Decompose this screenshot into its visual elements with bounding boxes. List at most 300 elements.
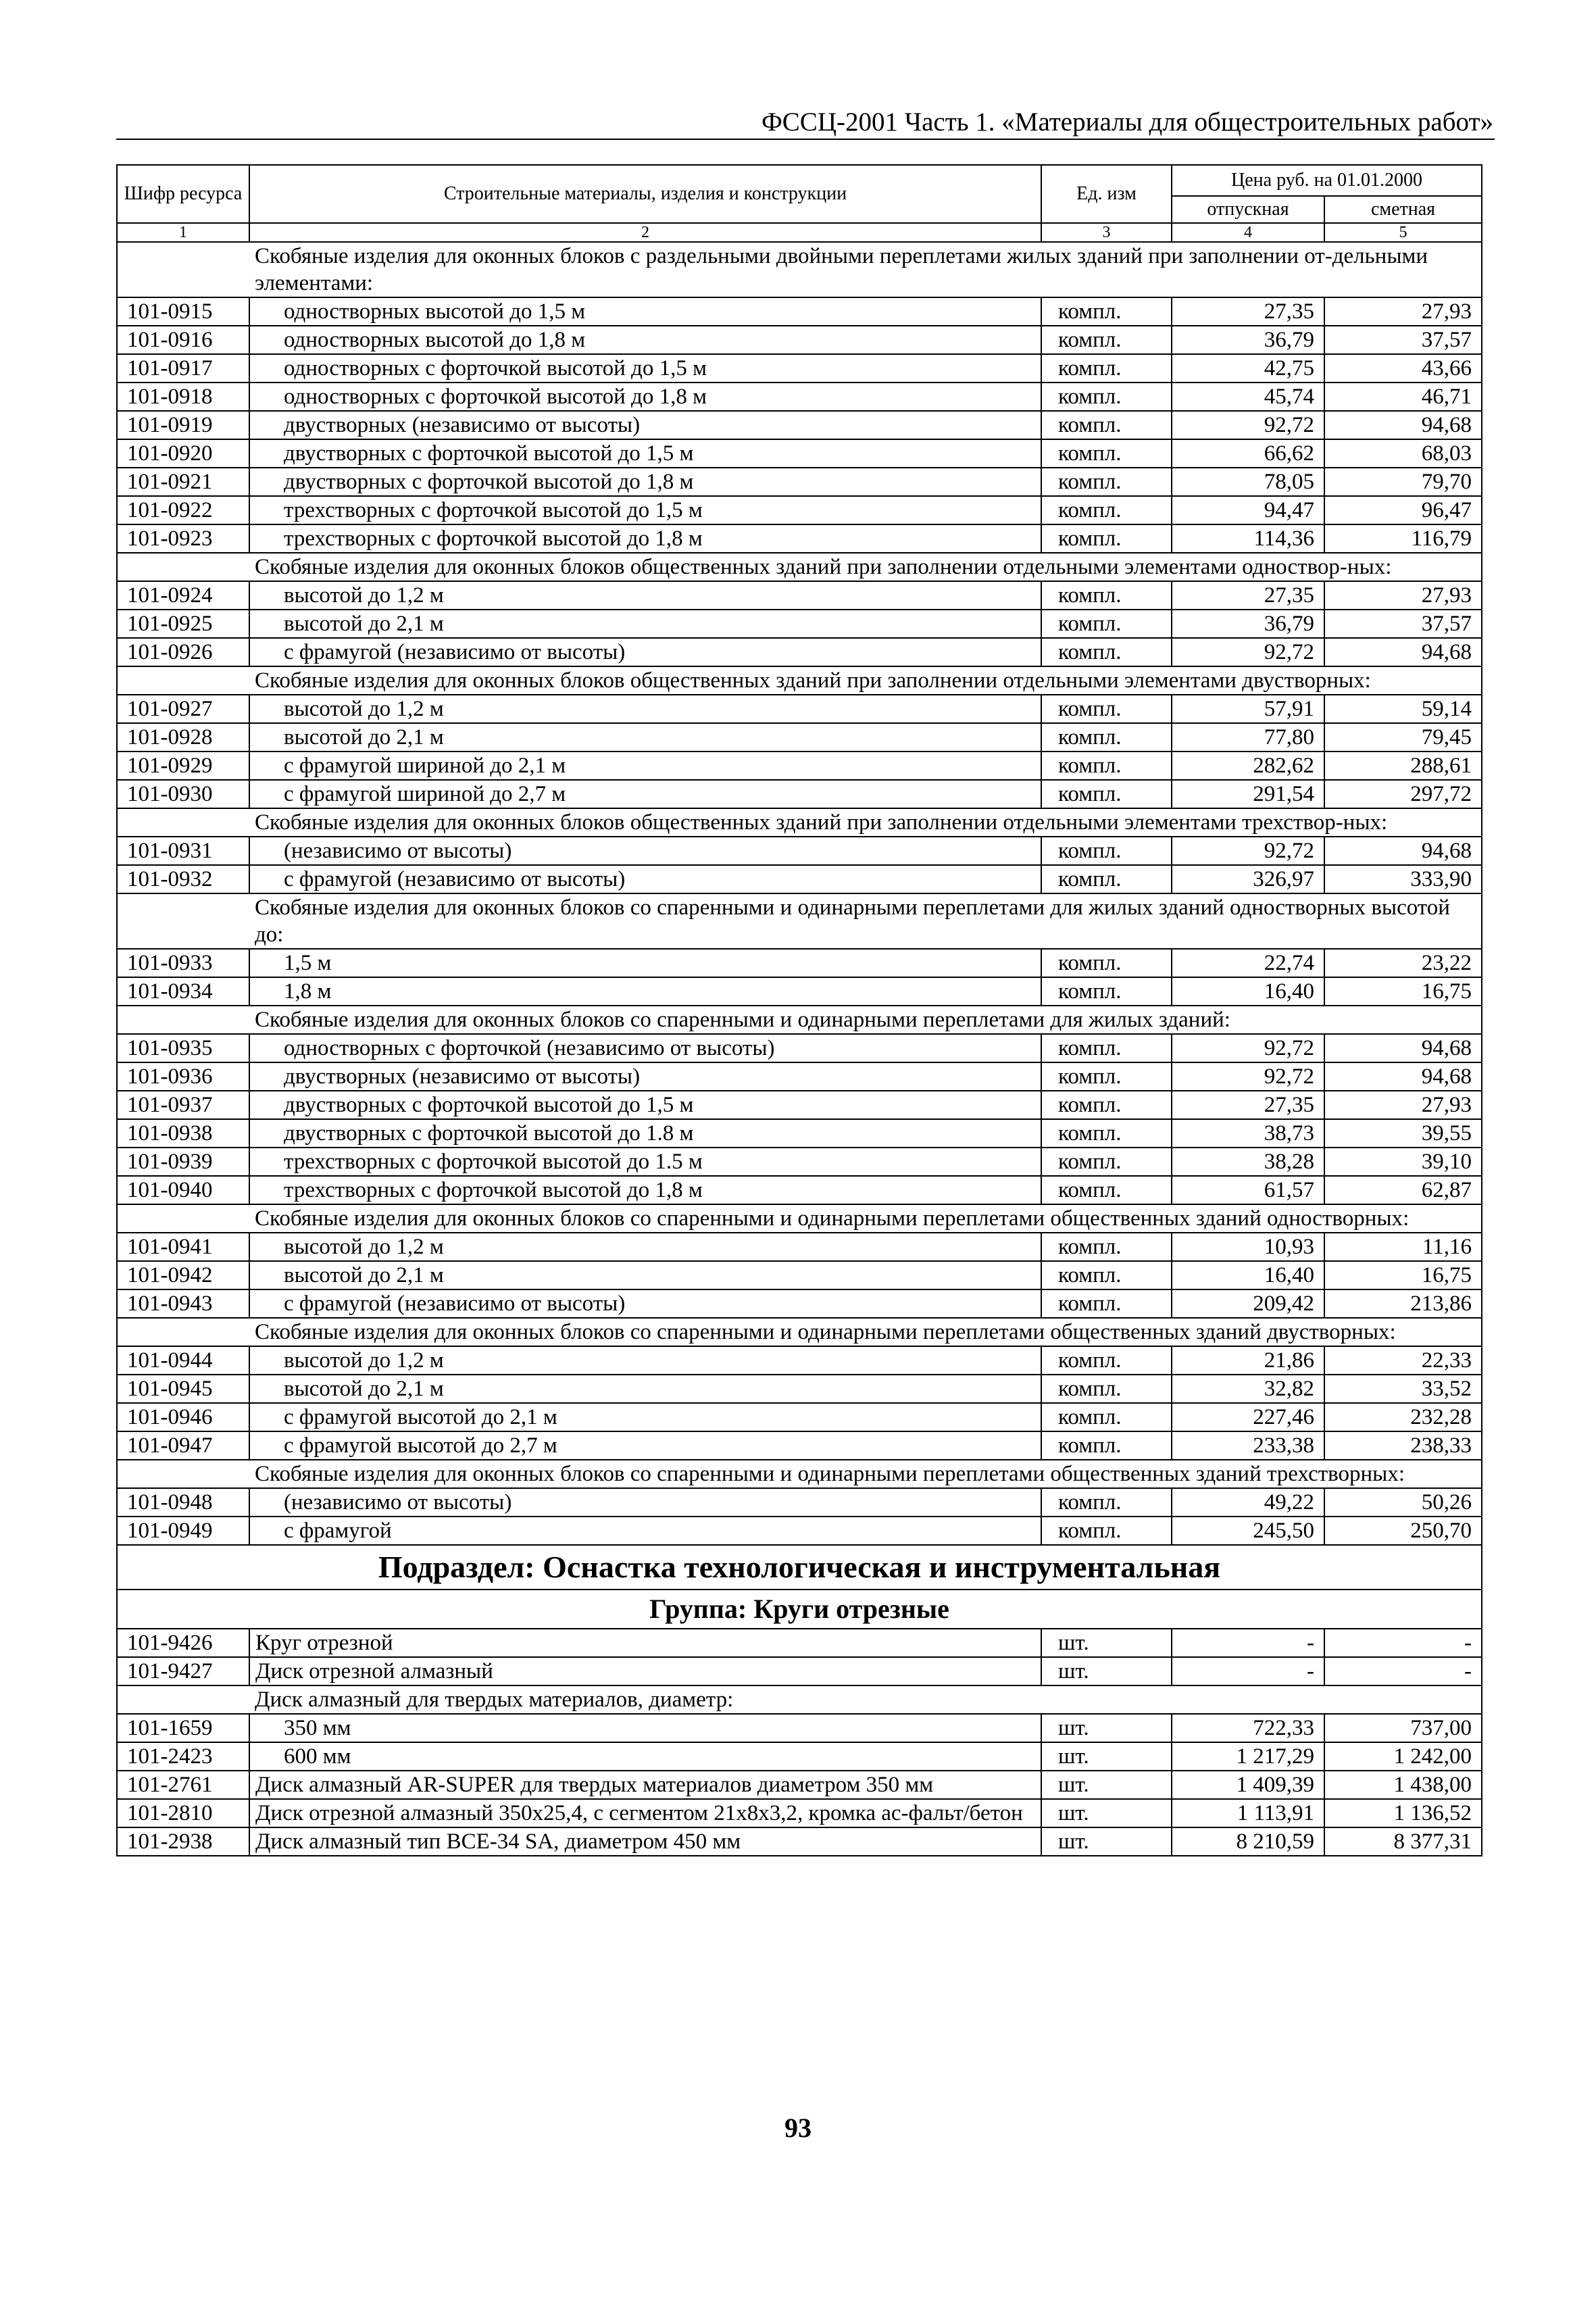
estimate-price: 50,26 xyxy=(1324,1488,1482,1517)
unit: компл. xyxy=(1041,752,1172,780)
unit: компл. xyxy=(1041,524,1172,553)
table-row xyxy=(117,638,1482,666)
table-row xyxy=(117,949,1482,977)
release-price: 27,35 xyxy=(1172,297,1324,326)
table-row xyxy=(117,1148,1482,1176)
item-name: высотой до 2,1 м xyxy=(249,723,1041,752)
section-title: Скобяные изделия для оконных блоков общественных зданий при заполнении отдельными элементами одноствор-ных: xyxy=(249,553,1482,581)
subsection-title: Подраздел: Оснастка технологическая и инструментальная xyxy=(117,1545,1482,1590)
release-price: 92,72 xyxy=(1172,837,1324,865)
estimate-price: 27,93 xyxy=(1324,1091,1482,1119)
col-number: 1 xyxy=(117,223,249,242)
release-price: 1 409,39 xyxy=(1172,1771,1324,1799)
item-name: с фрамугой шириной до 2,7 м xyxy=(249,780,1041,808)
estimate-price: 288,61 xyxy=(1324,752,1482,780)
unit: компл. xyxy=(1041,1289,1172,1318)
table-row xyxy=(117,581,1482,610)
table-row xyxy=(117,1062,1482,1091)
section-heading-row xyxy=(117,1204,1482,1233)
table-row xyxy=(117,1289,1482,1318)
estimate-price: 297,72 xyxy=(1324,780,1482,808)
estimate-price: 94,68 xyxy=(1324,1062,1482,1091)
resource-code: 101-0933 xyxy=(117,949,249,977)
table-row xyxy=(117,1233,1482,1261)
section-title: Скобяные изделия для оконных блоков со спаренными и одинарными переплетами общественных зданий трехстворных: xyxy=(249,1460,1482,1488)
item-name: Диск отрезной алмазный xyxy=(249,1657,1041,1685)
table-row xyxy=(117,1034,1482,1062)
table-row xyxy=(117,1771,1482,1799)
release-price: 36,79 xyxy=(1172,610,1324,638)
section-heading-row xyxy=(117,893,1482,949)
resource-code: 101-0924 xyxy=(117,581,249,610)
resource-code: 101-0941 xyxy=(117,1233,249,1261)
table-row xyxy=(117,723,1482,752)
table-row xyxy=(117,524,1482,553)
release-price: 38,73 xyxy=(1172,1119,1324,1148)
release-price: 16,40 xyxy=(1172,977,1324,1006)
release-price: 42,75 xyxy=(1172,354,1324,383)
item-name: 600 мм xyxy=(249,1742,1041,1771)
table-row xyxy=(117,411,1482,439)
resource-code: 101-0919 xyxy=(117,411,249,439)
section-title: Скобяные изделия для оконных блоков со спаренными и одинарными переплетами для жилых зданий одностворных высотой до: xyxy=(249,893,1482,949)
item-name: двустворных с форточкой высотой до 1,5 м xyxy=(249,1091,1041,1119)
unit: компл. xyxy=(1041,695,1172,723)
item-name: (независимо от высоты) xyxy=(249,1488,1041,1517)
release-price: 209,42 xyxy=(1172,1289,1324,1318)
unit: компл. xyxy=(1041,1431,1172,1460)
estimate-price: 94,68 xyxy=(1324,837,1482,865)
item-name: высотой до 1,2 м xyxy=(249,1233,1041,1261)
estimate-price: 1 136,52 xyxy=(1324,1799,1482,1827)
item-name: с фрамугой высотой до 2,1 м xyxy=(249,1403,1041,1431)
resource-code: 101-0936 xyxy=(117,1062,249,1091)
release-price: 22,74 xyxy=(1172,949,1324,977)
item-name: одностворных высотой до 1,5 м xyxy=(249,297,1041,326)
section-title: Скобяные изделия для оконных блоков с раздельными двойными переплетами жилых зданий при заполнении от-дельными элементами: xyxy=(249,242,1482,297)
estimate-price: 39,55 xyxy=(1324,1119,1482,1148)
resource-code: 101-0916 xyxy=(117,326,249,354)
estimate-price: 8 377,31 xyxy=(1324,1827,1482,1856)
unit: шт. xyxy=(1041,1742,1172,1771)
release-price: - xyxy=(1172,1657,1324,1685)
group-title: Группа: Круги отрезные xyxy=(117,1590,1482,1629)
item-name: (независимо от высоты) xyxy=(249,837,1041,865)
estimate-price: 23,22 xyxy=(1324,949,1482,977)
running-header: ФССЦ-2001 Часть 1. «Материалы для общестроительных работ» xyxy=(761,107,1493,137)
col-unit-header: Ед. изм xyxy=(1041,165,1172,223)
estimate-price: - xyxy=(1324,1629,1482,1657)
unit: компл. xyxy=(1041,977,1172,1006)
release-price: 245,50 xyxy=(1172,1517,1324,1545)
release-price: 77,80 xyxy=(1172,723,1324,752)
resource-code: 101-2423 xyxy=(117,1742,249,1771)
release-price: 326,97 xyxy=(1172,865,1324,893)
estimate-price: 59,14 xyxy=(1324,695,1482,723)
estimate-price: 333,90 xyxy=(1324,865,1482,893)
estimate-price: 232,28 xyxy=(1324,1403,1482,1431)
section-heading-row xyxy=(117,1460,1482,1488)
item-name: 1,5 м xyxy=(249,949,1041,977)
item-name: Диск алмазный AR-SUPER для твердых материалов диаметром 350 мм xyxy=(249,1771,1041,1799)
item-name: 1,8 м xyxy=(249,977,1041,1006)
col-price-header: Цена руб. на 01.01.2000 xyxy=(1172,165,1482,196)
release-price: 722,33 xyxy=(1172,1714,1324,1742)
release-price: - xyxy=(1172,1629,1324,1657)
unit: компл. xyxy=(1041,326,1172,354)
release-price: 282,62 xyxy=(1172,752,1324,780)
item-name: высотой до 1,2 м xyxy=(249,1346,1041,1375)
resource-code: 101-2761 xyxy=(117,1771,249,1799)
table-row xyxy=(117,1714,1482,1742)
table-row xyxy=(117,439,1482,468)
code-cell-empty xyxy=(117,666,249,695)
resource-code: 101-0929 xyxy=(117,752,249,780)
resource-code: 101-0925 xyxy=(117,610,249,638)
item-name: высотой до 1,2 м xyxy=(249,581,1041,610)
release-price: 78,05 xyxy=(1172,468,1324,496)
estimate-price: 33,52 xyxy=(1324,1375,1482,1403)
release-price: 92,72 xyxy=(1172,1062,1324,1091)
resource-code: 101-0915 xyxy=(117,297,249,326)
item-name: с фрамугой шириной до 2,1 м xyxy=(249,752,1041,780)
unit: компл. xyxy=(1041,1488,1172,1517)
item-name: с фрамугой (независимо от высоты) xyxy=(249,638,1041,666)
item-name: трехстворных с форточкой высотой до 1,8 м xyxy=(249,1176,1041,1204)
col-number: 3 xyxy=(1041,223,1172,242)
release-price: 92,72 xyxy=(1172,411,1324,439)
resource-code: 101-0927 xyxy=(117,695,249,723)
item-name: трехстворных с форточкой высотой до 1.5 м xyxy=(249,1148,1041,1176)
section-title: Скобяные изделия для оконных блоков со спаренными и одинарными переплетами для жилых зданий: xyxy=(249,1006,1482,1034)
item-name: с фрамугой xyxy=(249,1517,1041,1545)
code-cell-empty xyxy=(117,1006,249,1034)
unit: шт. xyxy=(1041,1629,1172,1657)
table-row xyxy=(117,1431,1482,1460)
item-name: двустворных с форточкой высотой до 1,8 м xyxy=(249,468,1041,496)
resource-code: 101-0931 xyxy=(117,837,249,865)
estimate-price: 1 242,00 xyxy=(1324,1742,1482,1771)
resource-code: 101-0920 xyxy=(117,439,249,468)
resource-code: 101-0938 xyxy=(117,1119,249,1148)
resource-code: 101-0922 xyxy=(117,496,249,524)
unit: компл. xyxy=(1041,837,1172,865)
resource-code: 101-0935 xyxy=(117,1034,249,1062)
resource-code: 101-0918 xyxy=(117,383,249,411)
estimate-price: 94,68 xyxy=(1324,638,1482,666)
table-row xyxy=(117,383,1482,411)
item-name: одностворных с форточкой (независимо от высоты) xyxy=(249,1034,1041,1062)
release-price: 27,35 xyxy=(1172,581,1324,610)
unit: компл. xyxy=(1041,354,1172,383)
resource-code: 101-0947 xyxy=(117,1431,249,1460)
estimate-price: 43,66 xyxy=(1324,354,1482,383)
section-title: Скобяные изделия для оконных блоков со спаренными и одинарными переплетами общественных зданий одностворных: xyxy=(249,1204,1482,1233)
resource-code: 101-9426 xyxy=(117,1629,249,1657)
section-heading-row xyxy=(117,808,1482,837)
header-rule xyxy=(116,139,1495,140)
estimate-price: 94,68 xyxy=(1324,411,1482,439)
unit: шт. xyxy=(1041,1827,1172,1856)
code-cell-empty xyxy=(117,1204,249,1233)
resource-code: 101-2810 xyxy=(117,1799,249,1827)
price-table xyxy=(116,164,1482,1856)
unit: компл. xyxy=(1041,638,1172,666)
release-price: 1 113,91 xyxy=(1172,1799,1324,1827)
section-heading-row xyxy=(117,666,1482,695)
unit: компл. xyxy=(1041,383,1172,411)
release-price: 233,38 xyxy=(1172,1431,1324,1460)
release-price: 114,36 xyxy=(1172,524,1324,553)
release-price: 27,35 xyxy=(1172,1091,1324,1119)
resource-code: 101-2938 xyxy=(117,1827,249,1856)
unit: компл. xyxy=(1041,1261,1172,1289)
resource-code: 101-0945 xyxy=(117,1375,249,1403)
section-heading-row xyxy=(117,1006,1482,1034)
release-price: 92,72 xyxy=(1172,1034,1324,1062)
code-cell-empty xyxy=(117,553,249,581)
unit: компл. xyxy=(1041,439,1172,468)
table-row xyxy=(117,752,1482,780)
table-row xyxy=(117,1799,1482,1827)
estimate-price: 213,86 xyxy=(1324,1289,1482,1318)
release-price: 36,79 xyxy=(1172,326,1324,354)
resource-code: 101-0940 xyxy=(117,1176,249,1204)
code-cell-empty xyxy=(117,1460,249,1488)
resource-code: 101-0928 xyxy=(117,723,249,752)
unit: шт. xyxy=(1041,1799,1172,1827)
estimate-price: 39,10 xyxy=(1324,1148,1482,1176)
section-heading-row xyxy=(117,1318,1482,1346)
subsection-row xyxy=(117,1545,1482,1590)
resource-code: 101-0934 xyxy=(117,977,249,1006)
release-price: 66,62 xyxy=(1172,439,1324,468)
col-name-header: Строительные материалы, изделия и конструкции xyxy=(249,165,1041,223)
item-name: Диск отрезной алмазный 350x25,4, с сегментом 21x8x3,2, кромка ас-фальт/бетон xyxy=(249,1799,1041,1827)
table-row xyxy=(117,1375,1482,1403)
release-price: 57,91 xyxy=(1172,695,1324,723)
code-cell-empty xyxy=(117,242,249,297)
estimate-price: 96,47 xyxy=(1324,496,1482,524)
table-row xyxy=(117,1261,1482,1289)
code-cell-empty xyxy=(117,1318,249,1346)
code-cell-empty xyxy=(117,808,249,837)
item-name: высотой до 1,2 м xyxy=(249,695,1041,723)
table-row xyxy=(117,780,1482,808)
release-price: 291,54 xyxy=(1172,780,1324,808)
item-name: одностворных высотой до 1,8 м xyxy=(249,326,1041,354)
table-body xyxy=(117,242,1482,1856)
table-row xyxy=(117,1742,1482,1771)
item-name: трехстворных с форточкой высотой до 1,5 м xyxy=(249,496,1041,524)
table-row xyxy=(117,695,1482,723)
page-number: 93 xyxy=(784,2113,812,2143)
item-name: высотой до 2,1 м xyxy=(249,1375,1041,1403)
unit: компл. xyxy=(1041,496,1172,524)
item-name: с фрамугой (независимо от высоты) xyxy=(249,865,1041,893)
col-number: 5 xyxy=(1324,223,1482,242)
release-price: 32,82 xyxy=(1172,1375,1324,1403)
code-cell-empty xyxy=(117,1685,249,1714)
resource-code: 101-1659 xyxy=(117,1714,249,1742)
table-row xyxy=(117,837,1482,865)
unit: компл. xyxy=(1041,1034,1172,1062)
table-row xyxy=(117,1346,1482,1375)
estimate-price: 238,33 xyxy=(1324,1431,1482,1460)
resource-code: 101-0930 xyxy=(117,780,249,808)
estimate-price: 94,68 xyxy=(1324,1034,1482,1062)
unit: компл. xyxy=(1041,1346,1172,1375)
estimate-price: 27,93 xyxy=(1324,581,1482,610)
unit: компл. xyxy=(1041,1091,1172,1119)
section-heading-row xyxy=(117,553,1482,581)
table-row xyxy=(117,1827,1482,1856)
resource-code: 101-0948 xyxy=(117,1488,249,1517)
item-name: двустворных (независимо от высоты) xyxy=(249,1062,1041,1091)
release-price: 45,74 xyxy=(1172,383,1324,411)
table-row xyxy=(117,1091,1482,1119)
estimate-price: 62,87 xyxy=(1324,1176,1482,1204)
release-price: 21,86 xyxy=(1172,1346,1324,1375)
resource-code: 101-0932 xyxy=(117,865,249,893)
release-price: 16,40 xyxy=(1172,1261,1324,1289)
item-name: одностворных с форточкой высотой до 1,5 м xyxy=(249,354,1041,383)
table-row xyxy=(117,297,1482,326)
release-price: 10,93 xyxy=(1172,1233,1324,1261)
table-row xyxy=(117,1488,1482,1517)
disk-heading-row xyxy=(117,1685,1482,1714)
section-title: Скобяные изделия для оконных блоков общественных зданий при заполнении отдельными элементами трехствор-ных: xyxy=(249,808,1482,837)
estimate-price: 79,70 xyxy=(1324,468,1482,496)
estimate-price: 46,71 xyxy=(1324,383,1482,411)
estimate-price: 27,93 xyxy=(1324,297,1482,326)
unit: шт. xyxy=(1041,1771,1172,1799)
table-row xyxy=(117,1517,1482,1545)
section-title: Диск алмазный для твердых материалов, диаметр: xyxy=(249,1685,1482,1714)
item-name: двустворных с форточкой высотой до 1.8 м xyxy=(249,1119,1041,1148)
unit: компл. xyxy=(1041,780,1172,808)
item-name: высотой до 2,1 м xyxy=(249,1261,1041,1289)
release-price: 38,28 xyxy=(1172,1148,1324,1176)
item-name: двустворных с форточкой высотой до 1,5 м xyxy=(249,439,1041,468)
estimate-price: 250,70 xyxy=(1324,1517,1482,1545)
release-price: 8 210,59 xyxy=(1172,1827,1324,1856)
item-name: 350 мм xyxy=(249,1714,1041,1742)
unit: компл. xyxy=(1041,1233,1172,1261)
unit: компл. xyxy=(1041,1517,1172,1545)
table-row xyxy=(117,468,1482,496)
unit: компл. xyxy=(1041,1403,1172,1431)
unit: компл. xyxy=(1041,1375,1172,1403)
resource-code: 101-0942 xyxy=(117,1261,249,1289)
unit: компл. xyxy=(1041,1062,1172,1091)
col-estimate-header: сметная xyxy=(1324,196,1482,223)
resource-code: 101-0937 xyxy=(117,1091,249,1119)
unit: компл. xyxy=(1041,1148,1172,1176)
unit: шт. xyxy=(1041,1714,1172,1742)
unit: компл. xyxy=(1041,610,1172,638)
col-release-header: отпускная xyxy=(1172,196,1324,223)
estimate-price: 1 438,00 xyxy=(1324,1771,1482,1799)
table-row xyxy=(117,1657,1482,1685)
table-row xyxy=(117,496,1482,524)
table-row xyxy=(117,1403,1482,1431)
section-title: Скобяные изделия для оконных блоков общественных зданий при заполнении отдельными элементами двустворных: xyxy=(249,666,1482,695)
table-row xyxy=(117,326,1482,354)
section-heading-row xyxy=(117,242,1482,297)
estimate-price: 16,75 xyxy=(1324,1261,1482,1289)
table-row xyxy=(117,1176,1482,1204)
estimate-price: 22,33 xyxy=(1324,1346,1482,1375)
resource-code: 101-0917 xyxy=(117,354,249,383)
item-name: двустворных (независимо от высоты) xyxy=(249,411,1041,439)
table-row xyxy=(117,1119,1482,1148)
item-name: трехстворных с форточкой высотой до 1,8 м xyxy=(249,524,1041,553)
col-number: 4 xyxy=(1172,223,1324,242)
resource-code: 101-0943 xyxy=(117,1289,249,1318)
unit: компл. xyxy=(1041,1176,1172,1204)
unit: компл. xyxy=(1041,581,1172,610)
resource-code: 101-0923 xyxy=(117,524,249,553)
unit: компл. xyxy=(1041,297,1172,326)
col-number: 2 xyxy=(249,223,1041,242)
unit: компл. xyxy=(1041,468,1172,496)
unit: компл. xyxy=(1041,411,1172,439)
col-code-header: Шифр ресурса xyxy=(117,165,249,223)
unit: компл. xyxy=(1041,865,1172,893)
estimate-price: 737,00 xyxy=(1324,1714,1482,1742)
item-name: одностворных с форточкой высотой до 1,8 м xyxy=(249,383,1041,411)
table-row xyxy=(117,977,1482,1006)
table-row xyxy=(117,865,1482,893)
release-price: 49,22 xyxy=(1172,1488,1324,1517)
resource-code: 101-0921 xyxy=(117,468,249,496)
release-price: 1 217,29 xyxy=(1172,1742,1324,1771)
code-cell-empty xyxy=(117,893,249,949)
item-name: Диск алмазный тип ВСЕ-34 SA, диаметром 450 мм xyxy=(249,1827,1041,1856)
item-name: высотой до 2,1 м xyxy=(249,610,1041,638)
section-title: Скобяные изделия для оконных блоков со спаренными и одинарными переплетами общественных зданий двустворных: xyxy=(249,1318,1482,1346)
estimate-price: 79,45 xyxy=(1324,723,1482,752)
resource-code: 101-0939 xyxy=(117,1148,249,1176)
item-name: с фрамугой высотой до 2,7 м xyxy=(249,1431,1041,1460)
unit: шт. xyxy=(1041,1657,1172,1685)
release-price: 94,47 xyxy=(1172,496,1324,524)
item-name: с фрамугой (независимо от высоты) xyxy=(249,1289,1041,1318)
unit: компл. xyxy=(1041,1119,1172,1148)
resource-code: 101-0926 xyxy=(117,638,249,666)
estimate-price: 37,57 xyxy=(1324,326,1482,354)
release-price: 227,46 xyxy=(1172,1403,1324,1431)
release-price: 61,57 xyxy=(1172,1176,1324,1204)
group-row xyxy=(117,1590,1482,1629)
release-price: 92,72 xyxy=(1172,638,1324,666)
unit: компл. xyxy=(1041,949,1172,977)
estimate-price: 16,75 xyxy=(1324,977,1482,1006)
unit: компл. xyxy=(1041,723,1172,752)
item-name: Круг отрезной xyxy=(249,1629,1041,1657)
table-row xyxy=(117,354,1482,383)
resource-code: 101-0946 xyxy=(117,1403,249,1431)
estimate-price: 116,79 xyxy=(1324,524,1482,553)
estimate-price: - xyxy=(1324,1657,1482,1685)
resource-code: 101-9427 xyxy=(117,1657,249,1685)
resource-code: 101-0949 xyxy=(117,1517,249,1545)
table-row xyxy=(117,610,1482,638)
resource-code: 101-0944 xyxy=(117,1346,249,1375)
estimate-price: 11,16 xyxy=(1324,1233,1482,1261)
estimate-price: 37,57 xyxy=(1324,610,1482,638)
